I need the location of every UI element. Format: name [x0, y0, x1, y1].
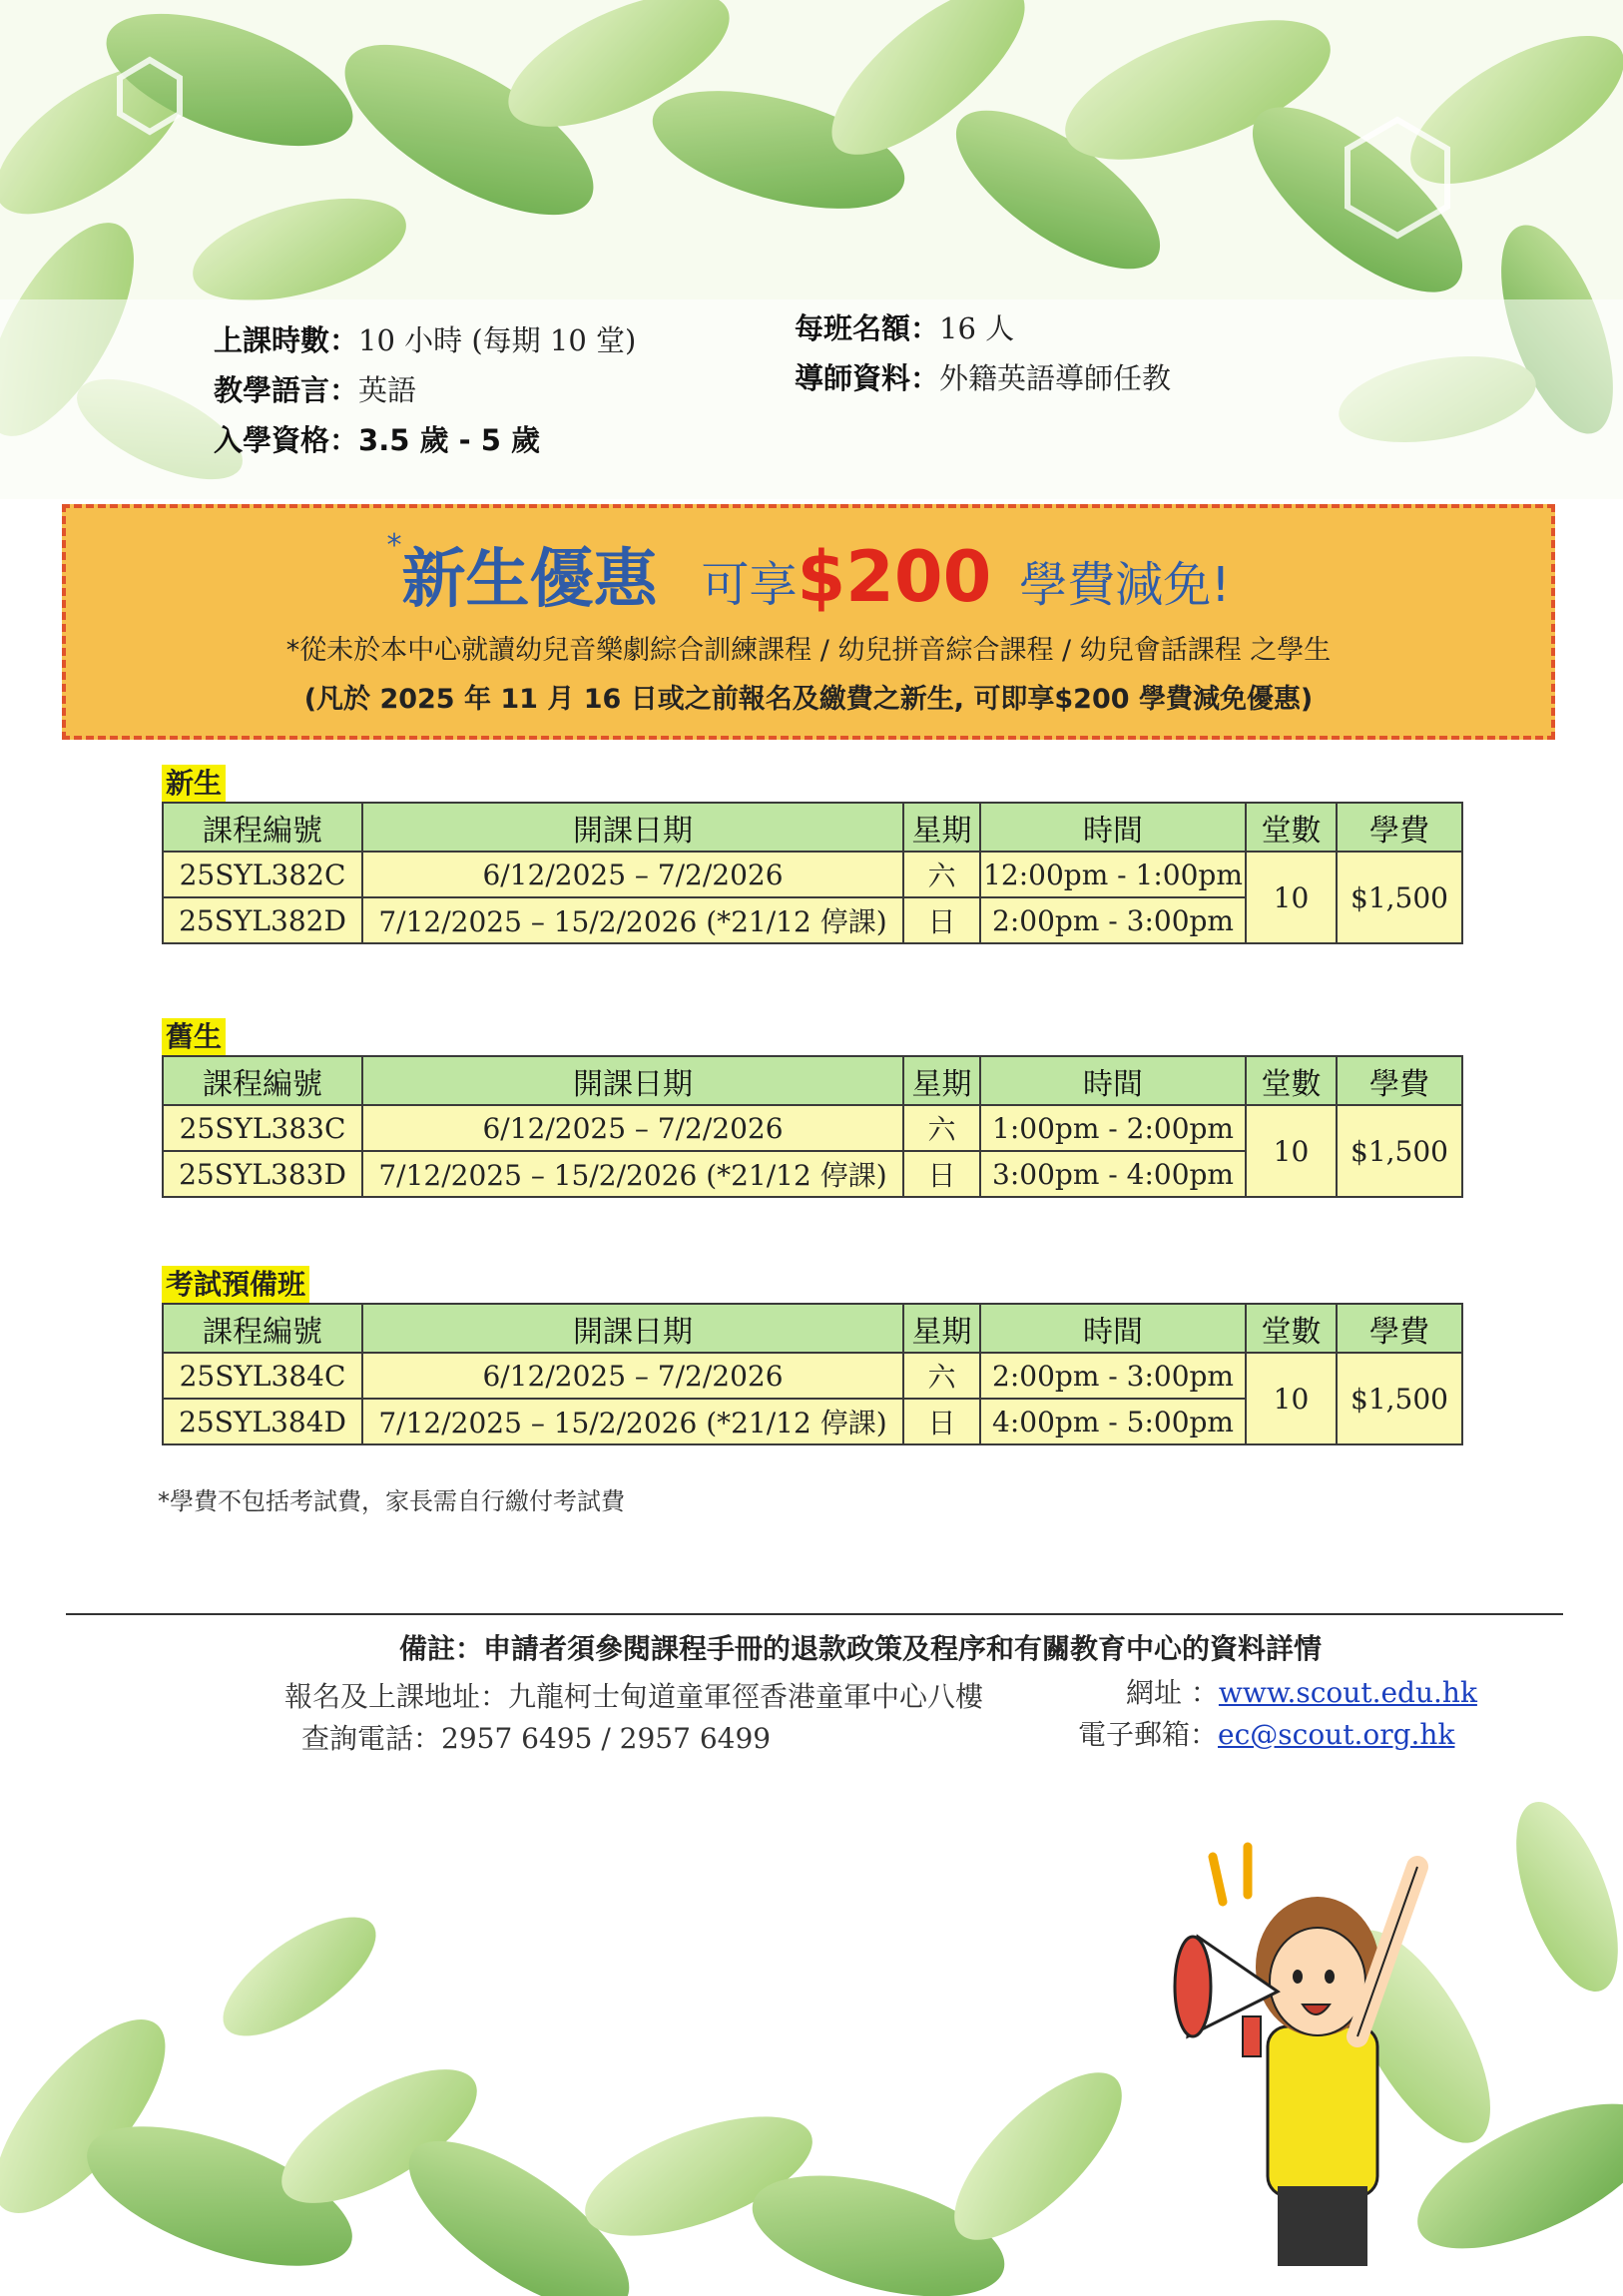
capacity-label: 每班名額： [795, 311, 940, 345]
hours-value: 10 小時 (每期 10 堂) [358, 323, 637, 357]
section-label: 考試預備班 [162, 1266, 309, 1303]
course-code: 25SYL382C [163, 852, 362, 897]
address-value: 九龍柯士甸道童軍徑香港童軍中心八樓 [508, 1680, 984, 1713]
col-header-dates: 開課日期 [362, 1304, 903, 1353]
course-dates: 6/12/2025 – 7/2/2026 [362, 852, 903, 897]
col-header-time: 時間 [980, 1056, 1246, 1105]
course-fee: $1,500 [1337, 1353, 1462, 1444]
promo-condition: *從未於本中心就讀幼兒音樂劇綜合訓練課程 / 幼兒拼音綜合課程 / 幼兒會話課程 之學生 [285, 635, 1332, 666]
table-header-row [163, 803, 1462, 852]
promo-deadline: (凡於 2025 年 11 月 16 日或之前報名及繳費之新生, 可即享$200 學費減免優惠) [303, 684, 1314, 715]
course-day: 六 [903, 1105, 980, 1151]
table-row [163, 1105, 1462, 1151]
capacity-value: 16 人 [939, 311, 1015, 345]
tutor-label: 導師資料： [795, 361, 940, 395]
tutor-row [795, 353, 1171, 403]
capacity-row [795, 303, 1171, 353]
section-label: 新生 [162, 765, 226, 802]
col-header-dates: 開課日期 [362, 1056, 903, 1105]
course-day: 日 [903, 1399, 980, 1444]
course-day: 六 [903, 1353, 980, 1399]
course-dates: 7/12/2025 – 15/2/2026 (*21/12 停課) [362, 1151, 903, 1197]
promo-amount: $200 [797, 536, 992, 618]
language-value: 英語 [358, 373, 417, 407]
col-header-lessons: 堂數 [1246, 1304, 1337, 1353]
leaf-decoration-bottom [0, 1777, 1623, 2296]
hours-row [214, 315, 636, 365]
col-header-day: 星期 [903, 1056, 980, 1105]
language-row [214, 365, 636, 415]
section-label: 舊生 [162, 1018, 226, 1055]
course-time: 2:00pm - 3:00pm [980, 897, 1246, 943]
schedule-table [162, 1055, 1463, 1198]
course-code: 25SYL384D [163, 1399, 362, 1444]
course-lessons: 10 [1246, 852, 1337, 943]
section-new-students [162, 765, 1461, 944]
section-exam-prep [162, 1266, 1461, 1445]
course-lessons: 10 [1246, 1105, 1337, 1197]
hours-label: 上課時數： [214, 323, 359, 357]
course-code: 25SYL383D [163, 1151, 362, 1197]
language-label: 教學語言： [214, 373, 359, 407]
col-header-fee: 學費 [1337, 803, 1462, 852]
course-code: 25SYL382D [163, 897, 362, 943]
col-header-time: 時間 [980, 1304, 1246, 1353]
promo-prefix: 可享 [701, 557, 798, 613]
divider [66, 1613, 1563, 1615]
tutor-value: 外籍英語導師任教 [939, 361, 1172, 395]
phone-label: 查詢電話： [301, 1722, 442, 1755]
promo-suffix: 學費減免! [1019, 557, 1231, 613]
course-dates: 7/12/2025 – 15/2/2026 (*21/12 停課) [362, 1399, 903, 1444]
col-header-dates: 開課日期 [362, 803, 903, 852]
course-day: 六 [903, 852, 980, 897]
table-header-row [163, 1304, 1462, 1353]
promo-banner [62, 504, 1555, 740]
col-header-fee: 學費 [1337, 1056, 1462, 1105]
promo-asterisk: * [386, 528, 402, 563]
address-row [284, 1675, 983, 1715]
course-dates: 7/12/2025 – 15/2/2026 (*21/12 停課) [362, 897, 903, 943]
email-link[interactable]: ec@scout.org.hk [1218, 1718, 1455, 1751]
exam-fee-footnote: *學費不包括考試費，家長需自行繳付考試費 [158, 1487, 625, 1515]
col-header-code: 課程編號 [163, 1304, 362, 1353]
address-label: 報名及上課地址： [284, 1680, 509, 1713]
course-fee: $1,500 [1337, 852, 1462, 943]
course-day: 日 [903, 1151, 980, 1197]
promo-headline [66, 528, 1551, 620]
col-header-code: 課程編號 [163, 1056, 362, 1105]
table-header-row [163, 1056, 1462, 1105]
email-label: 電子郵箱： [1078, 1718, 1219, 1751]
course-time: 3:00pm - 4:00pm [980, 1151, 1246, 1197]
course-info-right [795, 303, 1171, 403]
age-label: 入學資格： [214, 423, 359, 457]
col-header-time: 時間 [980, 803, 1246, 852]
course-time: 12:00pm - 1:00pm [980, 852, 1246, 897]
col-header-lessons: 堂數 [1246, 1056, 1337, 1105]
email-row [1078, 1713, 1454, 1753]
course-day: 日 [903, 897, 980, 943]
table-row [163, 1353, 1462, 1399]
course-fee: $1,500 [1337, 1105, 1462, 1197]
course-time: 2:00pm - 3:00pm [980, 1353, 1246, 1399]
course-info-left [214, 315, 636, 465]
col-header-fee: 學費 [1337, 1304, 1462, 1353]
age-value: 3.5 歲 - 5 歲 [358, 423, 540, 457]
course-time: 4:00pm - 5:00pm [980, 1399, 1246, 1444]
remarks: 備註：申請者須參閱課程手冊的退款政策及程序和有關教育中心的資料詳情 [399, 1632, 1323, 1665]
course-dates: 6/12/2025 – 7/2/2026 [362, 1105, 903, 1151]
schedule-table [162, 1303, 1463, 1445]
website-label: 網址 ： [1126, 1676, 1219, 1709]
course-dates: 6/12/2025 – 7/2/2026 [362, 1353, 903, 1399]
col-header-day: 星期 [903, 1304, 980, 1353]
section-returning-students [162, 1018, 1461, 1198]
website-link[interactable]: www.scout.edu.hk [1218, 1676, 1477, 1709]
course-lessons: 10 [1246, 1353, 1337, 1444]
course-time: 1:00pm - 2:00pm [980, 1105, 1246, 1151]
col-header-code: 課程編號 [163, 803, 362, 852]
course-code: 25SYL383C [163, 1105, 362, 1151]
website-row [1126, 1671, 1477, 1711]
col-header-lessons: 堂數 [1246, 803, 1337, 852]
phone-value: 2957 6495 / 2957 6499 [441, 1722, 772, 1755]
promo-title: 新生優惠 [401, 543, 658, 617]
col-header-day: 星期 [903, 803, 980, 852]
phone-row [301, 1717, 771, 1757]
schedule-table [162, 802, 1463, 944]
age-row [214, 415, 636, 465]
course-code: 25SYL384C [163, 1353, 362, 1399]
table-row [163, 852, 1462, 897]
